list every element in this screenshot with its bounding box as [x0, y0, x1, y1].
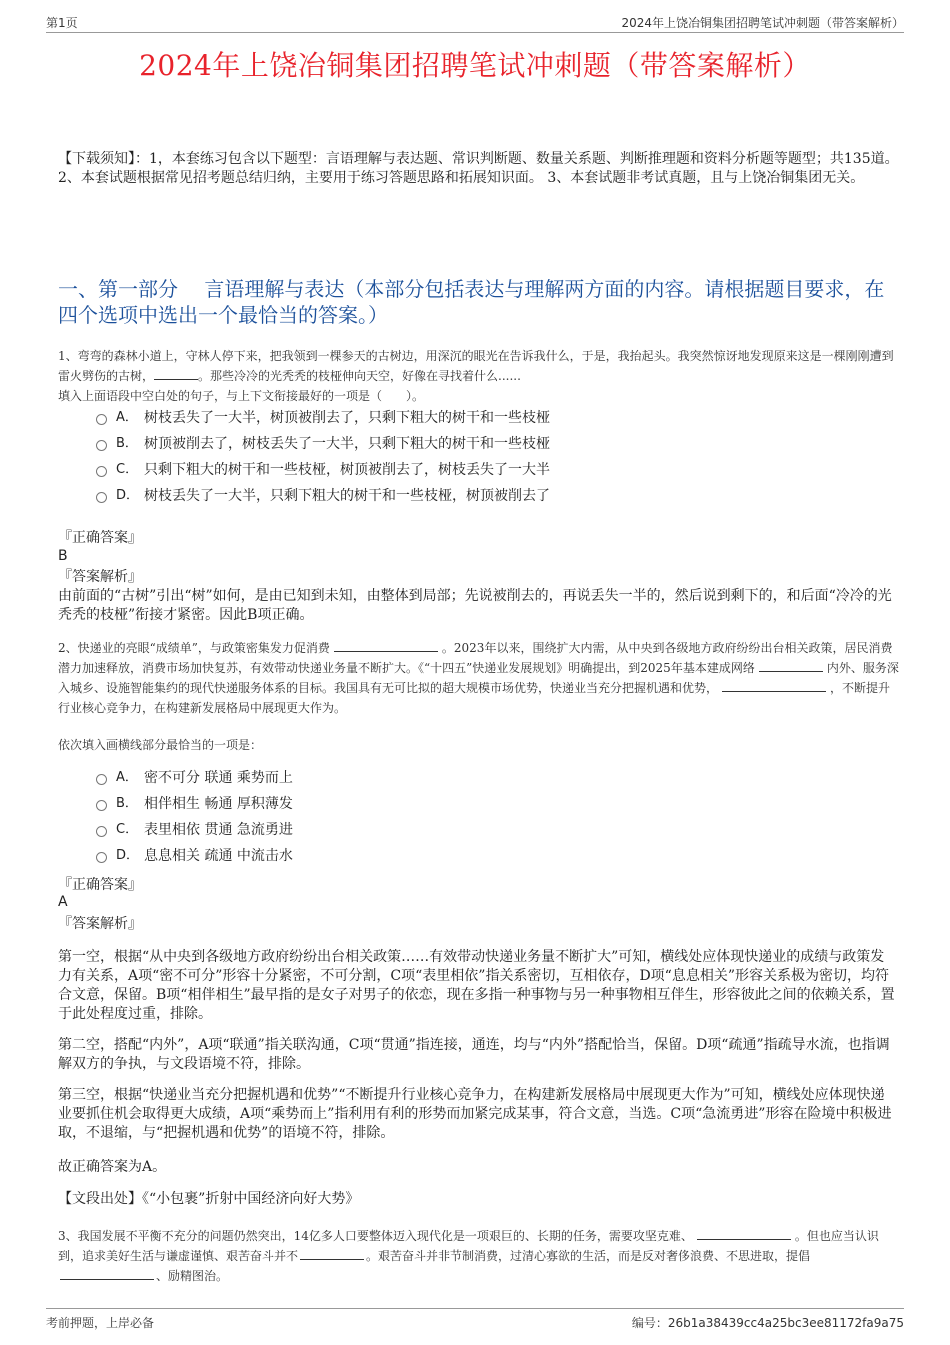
radio-button[interactable]	[96, 440, 107, 451]
analysis-label: 『答案解析』	[58, 916, 142, 932]
analysis-paragraph-3: 第三空，根据“快递业当充分把握机遇和优势”“不断提升行业核心竞争力，在构建新发展格局中展现更大作为”可知，横线处应体现快递业要抓住机会取得更大成绩，A项“乘势而上”指利用有利的形势而加紧完成某事，符合文意，当选。C项“急流勇进”形容在险境中积极进取，不退缩，与“把握机遇和优势”的语境不符，排除。	[58, 1087, 892, 1141]
answer-blank	[60, 1267, 154, 1280]
correct-answer: B	[58, 548, 68, 564]
document-title: 2024年上饶冶铜集团招聘笔试冲刺题（带答案解析）	[139, 49, 811, 82]
answer-blank	[300, 1247, 364, 1260]
answer-blank	[154, 367, 198, 380]
analysis-conclusion: 故正确答案为A。	[58, 1159, 167, 1175]
footer-slogan: 考前押题，上岸必备	[46, 1316, 155, 1330]
text-source: 【文段出处】《“小包裹”折射中国经济向好大势》	[58, 1191, 360, 1207]
question-2-stem: 2、快递业的亮眼“成绩单”，与政策密集发力促消费 。2023年以来，围绕扩大内需，从中央到各级地方政府纷纷出台相关政策，居民消费潜力加速释放，消费市场加快复苏，有效带动快递业务量不断扩大。《“十四五”快递业发展规划》明确提出，到2025年基本建成网络 内外、服务深入城乡、设施智能集约的现代快递服务体系的目标。我国具有无可比拟的超大规模市场优势，快递业当充分把握机遇和优势， ，不断提升行业核心竞争力，在构建新发展格局中展现更大作为。	[58, 641, 899, 715]
page-header	[46, 12, 904, 33]
page-footer	[46, 1308, 904, 1331]
radio-button[interactable]	[96, 414, 107, 425]
answer-blank	[759, 659, 823, 672]
analysis-paragraph-2: 第二空，搭配“内外”，A项“联通”指关联沟通，C项“贯通”指连接，通连，均与“内外”搭配恰当，保留。D项“疏通”指疏导水流，也指调解双方的争执，与文段语境不符，排除。	[58, 1037, 890, 1072]
question-1-stem: 1、弯弯的森林小道上，守林人停下来，把我领到一棵参天的古树边，用深沉的眼光在告诉我什么，于是，我抬起头。我突然惊讶地发现原来这是一棵刚刚遭到雷火劈伤的古树， 。那些冷冷的光秃秃的枝桠伸向天空，好像在寻找着什么...... 填入上面语段中空白处的句子，与上下文衔接最好的一项是（ ）。	[58, 349, 894, 403]
document-id: 编号：26b1a38439cc4a25bc3ee81172fa9a75	[631, 1316, 904, 1330]
answer-blank	[697, 1227, 791, 1240]
radio-button[interactable]	[96, 492, 107, 503]
correct-answer: A	[58, 894, 68, 910]
analysis-paragraph-1: 第一空，根据“从中央到各级地方政府纷纷出台相关政策……有效带动快递业务量不断扩大”可知，横线处应体现快递业的成绩与政策发力有关系，A项“密不可分”形容十分紧密，不可分割，C项“表里相依”指关系密切，互相依存，D项“息息相关”形容关系极为密切，均符合文意，保留。B项“相伴相生”最早指的是女子对男子的依恋，现在多指一种事物与另一种事物相互伴生，形容彼此之间的依赖关系，置于此处程度过重，排除。	[58, 949, 895, 1022]
radio-button[interactable]	[96, 466, 107, 477]
radio-button[interactable]	[96, 826, 107, 837]
question-3-stem: 3、我国发展不平衡不充分的问题仍然突出，14亿多人口要整体迈入现代化是一项艰巨的、长期的任务，需要攻坚克难、 。但也应当认识到，追求美好生活与谦虚谨慎、艰苦奋斗并不 。艰苦奋斗并非节制消费，过清心寡欲的生活，而是反对奢侈浪费、不思进取，提倡、励精图治。	[58, 1229, 879, 1283]
header-doc-title: 2024年上饶冶铜集团招聘笔试冲刺题（带答案解析）	[621, 16, 904, 30]
section-title: 一、第一部分 言语理解与表达（本部分包括表达与理解两方面的内容。请根据题目要求，在四个选项中选出一个最恰当的答案。）	[58, 277, 885, 327]
analysis-text: 由前面的“古树”引出“树”如何，是由已知到未知，由整体到局部；先说被削去的，再说丢失一半的，然后说到剩下的，和后面“冷冷的光秃秃的枝桠”衔接才紧密。因此B项正确。	[58, 588, 892, 623]
radio-button[interactable]	[96, 774, 107, 785]
radio-button[interactable]	[96, 800, 107, 811]
analysis-label: 『答案解析』	[58, 569, 142, 585]
download-notice: 【下载须知】：1，本套练习包含以下题型：言语理解与表达题、常识判断题、数量关系题、判断推理题和资料分析题等题型；共135道。 2、本套试题根据常见招考题总结归纳，主要用于练习答题思路和拓展知识面。 3、本套试题非考试真题，且与上饶冶铜集团无关。	[58, 151, 899, 186]
question-2-instruction: 依次填入画横线部分最恰当的一项是：	[58, 738, 263, 752]
answer-label: 『正确答案』	[58, 877, 142, 893]
answer-blank	[334, 639, 438, 652]
answer-blank	[722, 679, 826, 692]
answer-label: 『正确答案』	[58, 530, 142, 546]
page-number: 第1页	[46, 16, 78, 30]
radio-button[interactable]	[96, 852, 107, 863]
